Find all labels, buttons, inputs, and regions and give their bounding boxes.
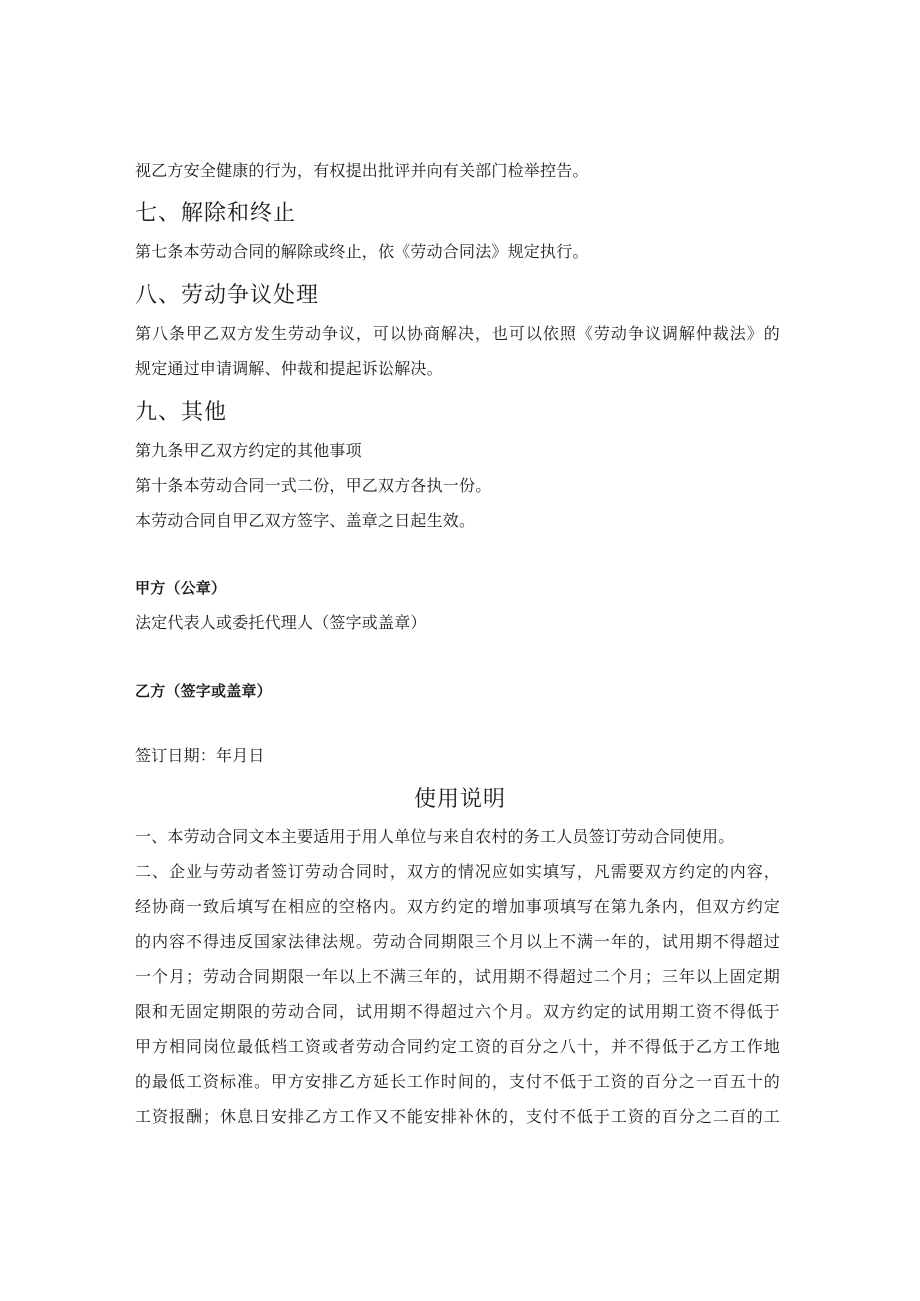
continuation-line: 视乙方安全健康的行为，有权提出批评并向有关部门检举控告。: [135, 161, 589, 180]
signing-date-label: 签订日期：年月日: [135, 746, 265, 765]
party-a-seal-label: 甲方（公章）: [135, 579, 227, 597]
article-8-line: 第八条甲乙双方发生劳动争议，可以协商解决，也可以依照《劳动争议调解仲裁法》的: [135, 324, 780, 343]
instructions-line: 限和无固定期限的劳动合同，试用期不得超过六个月。双方约定的试用期工资不得低于: [135, 1002, 780, 1021]
instructions-line: 工资报酬；休息日安排乙方工作又不能安排补休的，支付不低于工资的百分之二百的工: [135, 1107, 780, 1126]
instructions-line: 经协商一致后填写在相应的空格内。双方约定的增加事项填写在第九条内，但双方约定: [135, 897, 780, 916]
party-b-sign-label: 乙方（签字或盖章）: [135, 682, 272, 700]
instructions-line: 的内容不得违反国家法律法规。劳动合同期限三个月以上不满一年的，试用期不得超过: [135, 932, 780, 951]
effective-clause: 本劳动合同自甲乙双方签字、盖章之日起生效。: [135, 511, 476, 530]
article-7-text: 第七条本劳动合同的解除或终止，依《劳动合同法》规定执行。: [135, 242, 589, 261]
instructions-title: 使用说明: [413, 787, 506, 812]
section-9-heading: 九、其他: [135, 400, 228, 425]
instructions-line: 二、企业与劳动者签订劳动合同时，双方的情况应如实填写，凡需要双方约定的内容，: [135, 862, 780, 881]
article-8-line: 规定通过申请调解、仲裁和提起诉讼解决。: [135, 359, 443, 378]
instructions-line: 甲方相同岗位最低档工资或者劳动合同约定工资的百分之八十，并不得低于乙方工作地: [135, 1037, 780, 1056]
legal-rep-label: 法定代表人或委托代理人（签字或盖章）: [135, 613, 427, 632]
section-7-heading: 七、解除和终止: [135, 201, 297, 226]
instructions-line: 的最低工资标准。甲方安排乙方延长工作时间的，支付不低于工资的百分之一百五十的: [135, 1072, 780, 1091]
instructions-line: 一个月；劳动合同期限一年以上不满三年的，试用期不得超过二个月；三年以上固定期: [135, 967, 780, 986]
article-9-text: 第九条甲乙双方约定的其他事项: [135, 441, 362, 460]
article-10-text: 第十条本劳动合同一式二份，甲乙双方各执一份。: [135, 476, 492, 495]
instructions-line: 一、本劳动合同文本主要适用于用人单位与来自农村的务工人员签订劳动合同使用。: [135, 827, 735, 846]
section-8-heading: 八、劳动争议处理: [135, 283, 320, 308]
